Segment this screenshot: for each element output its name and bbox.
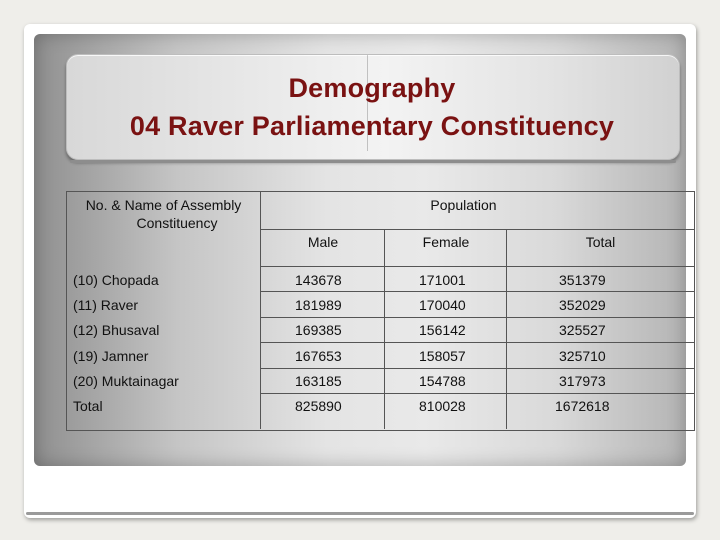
population-table — [66, 191, 695, 431]
row-name: (10) Chopada — [73, 272, 159, 288]
header-total: Total — [585, 234, 616, 250]
row-total: 352029 — [559, 297, 606, 313]
row-total: 325527 — [559, 322, 606, 338]
slide-bottom-line — [26, 512, 694, 515]
title-box — [66, 54, 680, 160]
header-name-line2: Constituency — [136, 215, 218, 231]
row-female: 810028 — [419, 398, 466, 414]
title-line-1: Demography — [288, 73, 456, 103]
row-female: 156142 — [419, 322, 466, 338]
row-male: 825890 — [295, 398, 342, 414]
row-female: 158057 — [419, 348, 466, 364]
row-total: 351379 — [559, 272, 606, 288]
row-line — [261, 393, 694, 394]
population-subheader-line — [261, 229, 694, 230]
row-total: 325710 — [559, 348, 606, 364]
row-name: (11) Raver — [73, 297, 139, 313]
row-line — [261, 291, 694, 292]
row-female: 170040 — [419, 297, 466, 313]
row-line — [261, 368, 694, 369]
row-name: Total — [73, 398, 103, 414]
row-female: 171001 — [419, 272, 466, 288]
row-total: 1672618 — [555, 398, 610, 414]
row-male: 181989 — [295, 297, 342, 313]
row-name: (12) Bhusaval — [73, 322, 160, 338]
title-line-2: 04 Raver Parliamentary Constituency — [129, 111, 615, 141]
title-underline — [70, 160, 676, 163]
row-name: (19) Jamner — [73, 348, 149, 364]
header-bottom-line — [261, 266, 694, 267]
header-male: Male — [307, 234, 339, 250]
row-male: 143678 — [295, 272, 342, 288]
header-population: Population — [430, 197, 497, 213]
row-male: 167653 — [295, 348, 342, 364]
row-line — [261, 342, 694, 343]
col-divider-female — [506, 229, 507, 429]
row-line — [261, 317, 694, 318]
row-male: 169385 — [295, 322, 342, 338]
col-divider-male — [384, 229, 385, 429]
row-total: 317973 — [559, 373, 606, 389]
row-name: (20) Muktainagar — [73, 373, 179, 389]
header-female: Female — [422, 234, 470, 250]
row-male: 163185 — [295, 373, 342, 389]
row-female: 154788 — [419, 373, 466, 389]
header-name-line1: No. & Name of Assembly — [85, 197, 242, 213]
